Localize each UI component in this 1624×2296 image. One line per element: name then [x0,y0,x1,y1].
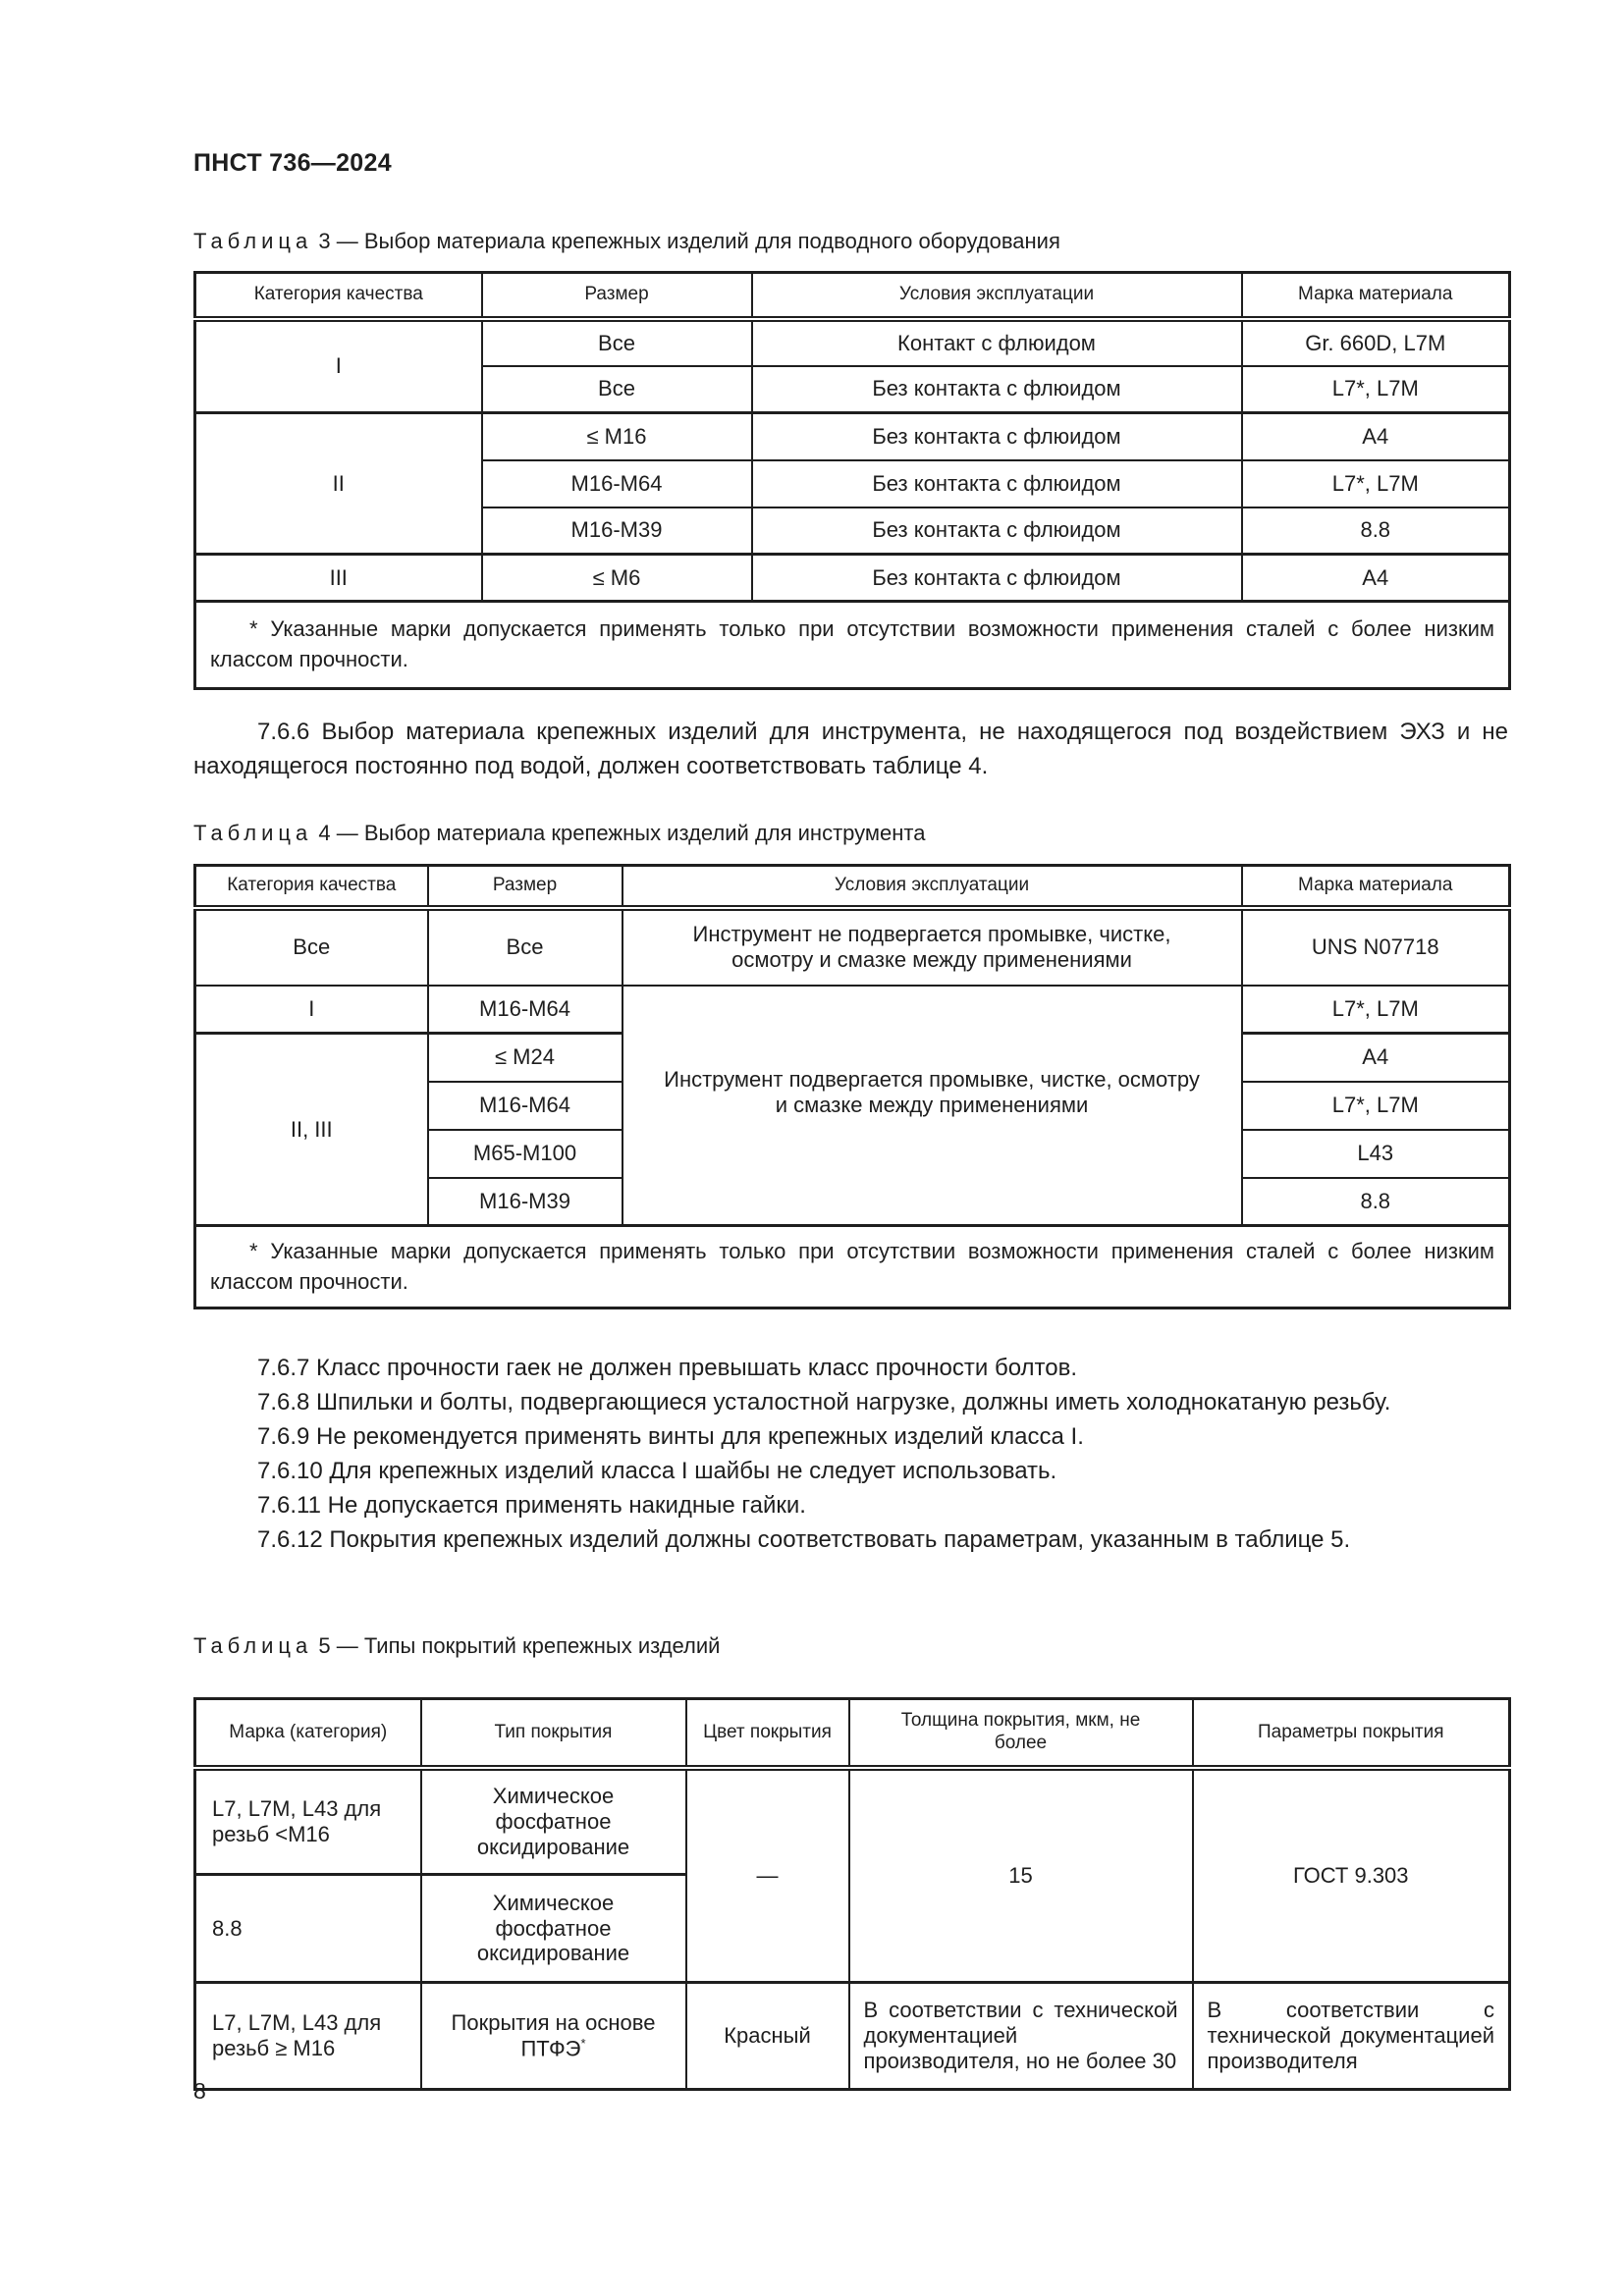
grade-cell: 8.8 [195,1875,421,1983]
paragraph-text: 7.6.12 Покрытия крепежных изделий должны соответствовать параметрам, указанным в таблице 5. [257,1526,1351,1553]
conditions-cell: Без контакта с флюидом [752,555,1242,602]
size-cell: M16-M39 [482,507,752,555]
params-cell-shared: ГОСТ 9.303 [1193,1768,1510,1983]
thickness-cell-shared: 15 [849,1768,1193,1983]
table4-header-cell: Категория качества [195,866,428,908]
table3-header-cell: Марка материала [1242,273,1510,319]
conditions-cell: Без контакта с флюидом [752,460,1242,507]
grade-cell: L7, L7M, L43 для резьб <M16 [195,1768,421,1875]
coating-cell: Химическое фосфатное оксидирование [421,1768,686,1875]
paragraph-7-6-7 [193,1351,1508,1385]
table4-caption-prefix: Таблица [193,821,313,845]
table5-header-cell: Параметры покрытия [1193,1699,1510,1768]
conditions-cell: Без контакта с флюидом [752,413,1242,460]
table-row [195,1983,1510,2090]
page-number: 8 [193,2078,206,2104]
paragraph-7-6-6 [193,715,1508,783]
paragraph-text: 7.6.6 Выбор материала крепежных изделий для инструмента, не находящегося под воздействием ЭХЗ и не находящегося постоянно под водой, должен соответствовать таблице 4. [193,719,1508,779]
table-row [195,908,1510,986]
thickness-cell: В соответствии с технической документацией производителя, но не более 30 [849,1983,1193,2090]
table4-caption [193,821,925,846]
size-cell: Все [482,319,752,366]
size-cell: M16-M64 [428,986,623,1034]
paragraph-text: 7.6.9 Не рекомендуется применять винты для крепежных изделий класса I. [257,1423,1084,1450]
table4-caption-title: 4 — Выбор материала крепежных изделий для инструмента [312,821,926,845]
category-cell: III [195,555,482,602]
material-cell: 8.8 [1242,1178,1510,1226]
material-cell: L7*, L7M [1242,366,1510,413]
table5-header-cell: Тип покрытия [421,1699,686,1768]
conditions-cell: Контакт с флюидом [752,319,1242,366]
paragraph-7-6-11 [193,1488,1508,1522]
material-cell: A4 [1242,555,1510,602]
material-cell: 8.8 [1242,507,1510,555]
table3-header-cell: Условия эксплуатации [752,273,1242,319]
table4 [193,864,1511,1309]
material-cell: Gr. 660D, L7M [1242,319,1510,366]
paragraph-text: 7.6.10 Для крепежных изделий класса I шайбы не следует использовать. [257,1458,1057,1484]
table-row [195,319,1510,366]
table3-caption [193,229,1060,254]
table5 [193,1697,1511,2091]
table4-header-cell: Размер [428,866,623,908]
material-cell: L7*, L7M [1242,460,1510,507]
table-row [195,1768,1510,1875]
table4-footnote-row [195,1226,1510,1308]
table3-footnote-row [195,602,1510,689]
material-cell: A4 [1242,1034,1510,1082]
category-cell: II [195,413,482,555]
paragraph-text: 7.6.8 Шпильки и болты, подвергающиеся усталостной нагрузке, должны иметь холоднокатаную резьбу. [257,1389,1391,1415]
category-cell: Все [195,908,428,986]
table4-footnote [195,1226,1510,1308]
table5-caption-title: 5 — Типы покрытий крепежных изделий [312,1633,721,1658]
table4-header-cell: Условия эксплуатации [623,866,1242,908]
color-cell-shared: — [686,1768,849,1983]
material-cell: L7*, L7M [1242,1082,1510,1130]
footnote-text: * Указанные марки допускается применять только при отсутствии возможности применения сталей с более низким классом прочности. [210,1238,1494,1294]
table4-header-row [195,866,1510,908]
paragraph-text: 7.6.7 Класс прочности гаек не должен превышать класс прочности болтов. [257,1355,1078,1381]
grade-cell: L7, L7M, L43 для резьб ≥ M16 [195,1983,421,2090]
category-cell: II, III [195,1034,428,1226]
table5-caption [193,1633,720,1659]
material-cell: UNS N07718 [1242,908,1510,986]
size-cell: M16-M64 [482,460,752,507]
table3-footnote [195,602,1510,689]
table5-header-cell: Толщина покрытия, мкм, не более [849,1699,1193,1768]
table-row [195,555,1510,602]
table4-header-cell: Марка материала [1242,866,1510,908]
table3-header-cell: Размер [482,273,752,319]
table3-header-row [195,273,1510,319]
params-cell: В соответствии с технической документацией производителя [1193,1983,1510,2090]
material-cell: L43 [1242,1130,1510,1178]
conditions-cell: Без контакта с флюидом [752,366,1242,413]
material-cell: A4 [1242,413,1510,460]
coating-cell [421,1983,686,2090]
paragraph-7-6-10 [193,1454,1508,1488]
material-cell: L7*, L7M [1242,986,1510,1034]
size-cell: Все [482,366,752,413]
table5-header-row [195,1699,1510,1768]
table-row [195,413,1510,460]
footnote-marker: * [580,2035,586,2051]
coating-cell: Химическое фосфатное оксидирование [421,1875,686,1983]
size-cell: M65-M100 [428,1130,623,1178]
paragraph-7-6-9 [193,1419,1508,1454]
size-cell: Все [428,908,623,986]
table3 [193,271,1511,690]
conditions-cell-shared: Инструмент подвергается промывке, чистке, осмотру и смазке между применениями [623,986,1242,1226]
footnote-text: * Указанные марки допускается применять только при отсутствии возможности применения сталей с более низким классом прочности. [210,616,1494,671]
table-row [195,986,1510,1034]
conditions-cell: Без контакта с флюидом [752,507,1242,555]
paragraph-text: 7.6.11 Не допускается применять накидные гайки. [257,1492,806,1519]
size-cell: M16-M39 [428,1178,623,1226]
size-cell: ≤ M24 [428,1034,623,1082]
table5-header-cell: Марка (категория) [195,1699,421,1768]
table3-caption-title: 3 — Выбор материала крепежных изделий для подводного оборудования [312,229,1060,253]
category-cell: I [195,319,482,413]
size-cell: M16-M64 [428,1082,623,1130]
table3-caption-prefix: Таблица [193,229,313,253]
document-code: ПНСТ 736—2024 [193,149,392,177]
size-cell: ≤ M16 [482,413,752,460]
coating-text: Покрытия на основе ПТФЭ [451,2009,656,2061]
table5-header-cell: Цвет покрытия [686,1699,849,1768]
paragraph-7-6-12 [193,1522,1508,1557]
conditions-cell: Инструмент не подвергается промывке, чистке, осмотру и смазке между применениями [623,908,1242,986]
paragraph-list [193,1351,1508,1557]
table3-header-cell: Категория качества [195,273,482,319]
paragraph-7-6-8 [193,1385,1508,1419]
category-cell: I [195,986,428,1034]
size-cell: ≤ M6 [482,555,752,602]
table5-caption-prefix: Таблица [193,1633,313,1658]
color-cell: Красный [686,1983,849,2090]
